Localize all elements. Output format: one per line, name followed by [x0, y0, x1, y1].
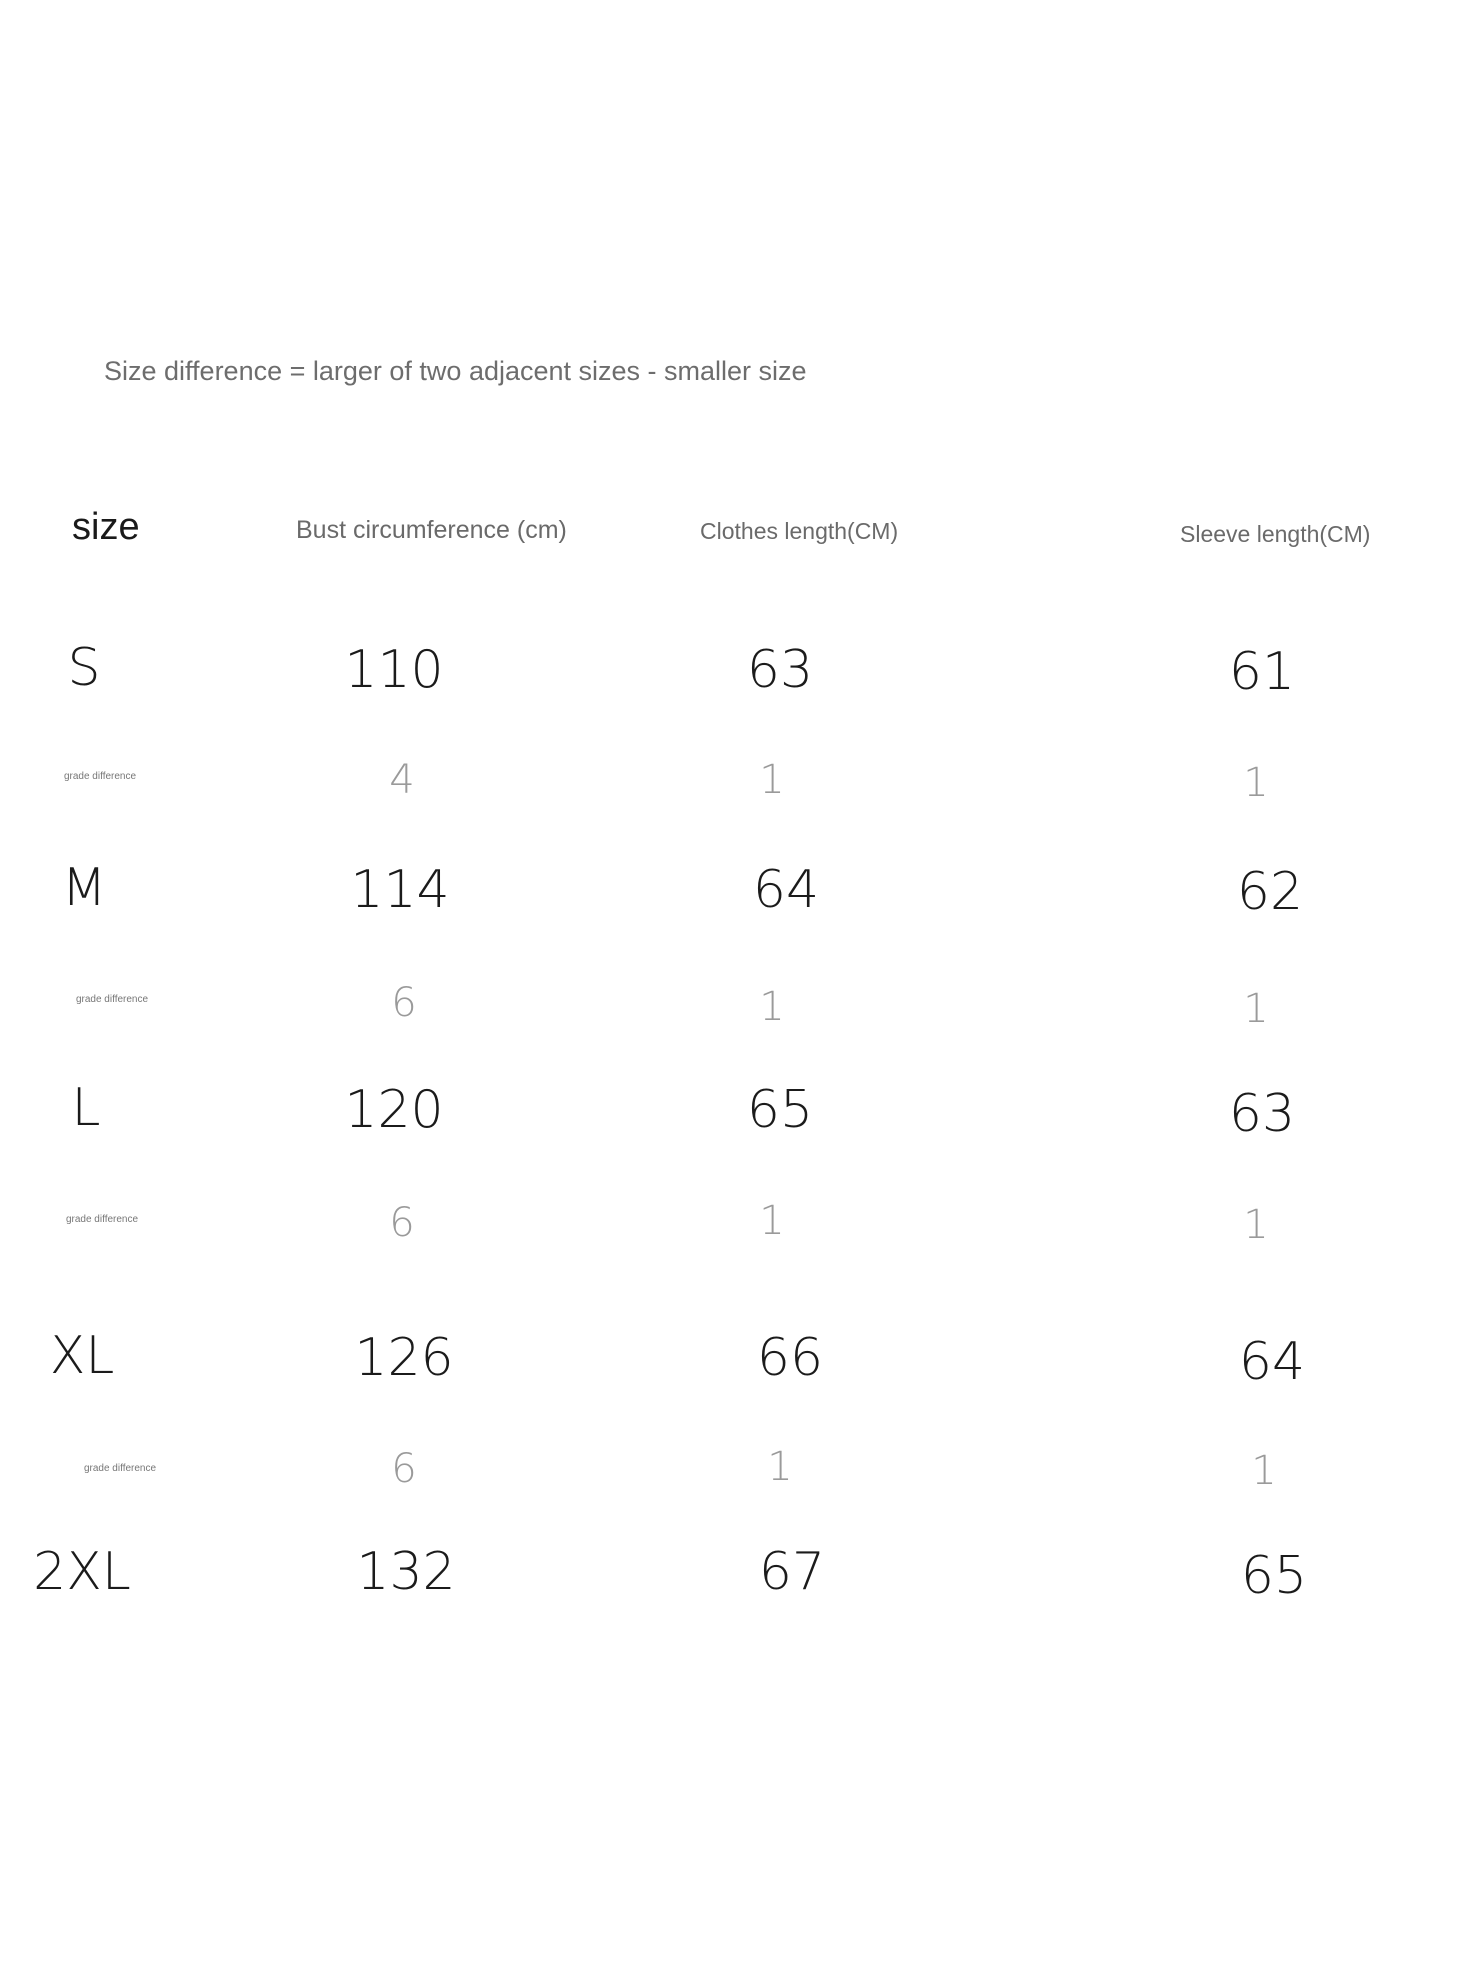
length-diff-2: 1 — [759, 984, 785, 1030]
sleeve-diff-3: 1 — [1243, 1202, 1269, 1248]
bust-l: 120 — [344, 1080, 444, 1140]
size-label-2xl: 2XL — [33, 1542, 131, 1602]
grade-difference-label: grade difference — [83, 1463, 157, 1474]
header-size: size — [72, 506, 140, 548]
header-clothes-length: Clothes length(CM) — [700, 518, 899, 544]
sleeve-diff-1: 1 — [1243, 760, 1269, 806]
bust-xl: 126 — [354, 1328, 454, 1388]
bust-s: 110 — [344, 640, 444, 700]
length-xl: 66 — [756, 1328, 824, 1388]
length-s: 63 — [746, 640, 814, 700]
size-label-m: M — [61, 858, 107, 918]
bust-diff-2: 6 — [391, 980, 417, 1026]
bust-diff-4: 6 — [391, 1446, 417, 1492]
sleeve-s: 61 — [1228, 642, 1296, 702]
length-diff-1: 1 — [759, 757, 785, 803]
bust-2xl: 132 — [356, 1542, 456, 1602]
sleeve-l: 63 — [1228, 1084, 1296, 1144]
bust-m: 114 — [350, 860, 450, 920]
bust-diff-3: 6 — [389, 1200, 415, 1246]
size-label-xl: XL — [49, 1326, 115, 1386]
length-diff-3: 1 — [759, 1198, 785, 1244]
sleeve-xl: 64 — [1238, 1332, 1306, 1392]
sleeve-m: 62 — [1236, 862, 1304, 922]
size-difference-note: Size difference = larger of two adjacent sizes - smaller size — [104, 356, 807, 386]
grade-difference-label: grade difference — [63, 771, 137, 782]
length-2xl: 67 — [758, 1542, 826, 1602]
sleeve-2xl: 65 — [1240, 1546, 1308, 1606]
sleeve-diff-4: 1 — [1251, 1448, 1277, 1494]
header-bust: Bust circumference (cm) — [296, 516, 567, 544]
length-l: 65 — [746, 1080, 814, 1140]
grade-difference-label: grade difference — [65, 1214, 139, 1225]
length-diff-4: 1 — [767, 1444, 793, 1490]
grade-difference-label: grade difference — [75, 994, 149, 1005]
sleeve-diff-2: 1 — [1243, 986, 1269, 1032]
bust-diff-1: 4 — [389, 757, 415, 803]
size-label-s: S — [67, 638, 101, 698]
header-sleeve-length: Sleeve length(CM) — [1180, 521, 1371, 547]
length-m: 64 — [752, 860, 820, 920]
size-label-l: L — [71, 1078, 101, 1138]
